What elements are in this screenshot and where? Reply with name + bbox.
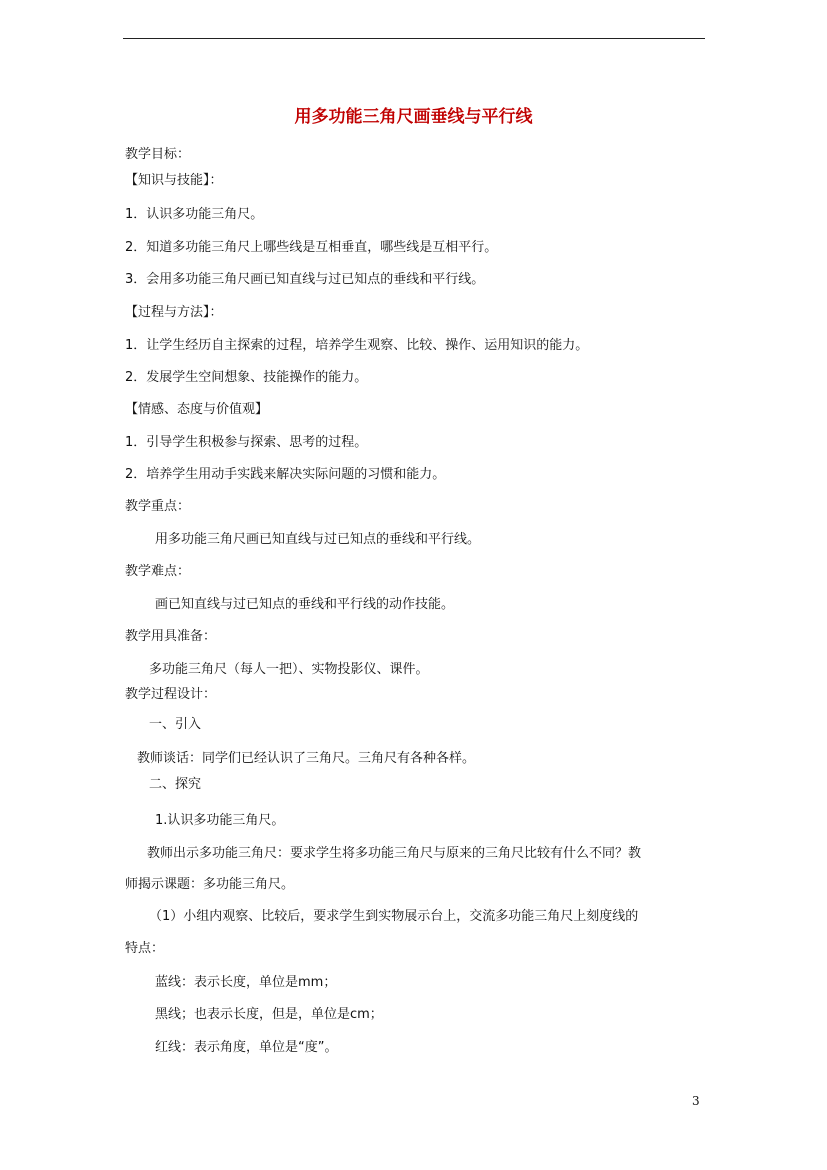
text-line: 教师出示多功能三角尺：要求学生将多功能三角尺与原来的三角尺比较有什么不同？教	[147, 846, 642, 861]
text-line: 师揭示课题：多功能三角尺。	[125, 877, 295, 892]
text-line: 【过程与方法】：	[125, 305, 223, 320]
text-line: 1.认识多功能三角尺。	[155, 813, 285, 828]
text-line: 教学难点：	[125, 564, 191, 579]
text-line: 教师谈话：同学们已经认识了三角尺。三角尺有各种各样。	[137, 751, 476, 766]
text-line: 2．发展学生空间想象、技能操作的能力。	[125, 370, 368, 385]
text-line: 教学重点：	[125, 499, 191, 514]
text-line: 用多功能三角尺画已知直线与过已知点的垂线和平行线。	[155, 532, 481, 547]
text-line: 黑线；也表示长度，但是，单位是cm；	[155, 1007, 383, 1022]
text-line: 教学过程设计：	[125, 687, 217, 702]
text-line: 多功能三角尺（每人一把）、实物投影仪、课件。	[149, 662, 429, 677]
text-line: 1．让学生经历自主探索的过程，培养学生观察、比较、操作、运用知识的能力。	[125, 338, 589, 353]
text-line: 教学目标：	[125, 147, 191, 162]
header-rule	[123, 38, 705, 39]
text-line: 教学用具准备：	[125, 629, 217, 644]
text-line: 【情感、态度与价值观】	[125, 402, 269, 417]
text-line: （1）小组内观察、比较后，要求学生到实物展示台上，交流多功能三角尺上刻度线的	[149, 909, 639, 924]
page-number: 3	[692, 1094, 700, 1108]
text-line: 3．会用多功能三角尺画已知直线与过已知点的垂线和平行线。	[125, 272, 485, 287]
text-line: 二、探究	[149, 777, 202, 792]
text-line: 红线：表示角度，单位是“度”。	[155, 1040, 338, 1055]
text-line: 1．引导学生积极参与探索、思考的过程。	[125, 435, 368, 450]
text-line: 1．认识多功能三角尺。	[125, 207, 264, 222]
text-line: 【知识与技能】：	[125, 173, 223, 188]
text-line: 2．知道多功能三角尺上哪些线是互相垂直，哪些线是互相平行。	[125, 240, 498, 255]
text-line: 2．培养学生用动手实践来解决实际问题的习惯和能力。	[125, 467, 446, 482]
text-line: 一、引入	[149, 717, 202, 732]
text-line: 蓝线：表示长度，单位是mm；	[155, 975, 337, 990]
text-line: 特点：	[125, 941, 165, 956]
text-line: 画已知直线与过已知点的垂线和平行线的动作技能。	[155, 597, 455, 612]
document-title: 用多功能三角尺画垂线与平行线	[294, 107, 533, 127]
